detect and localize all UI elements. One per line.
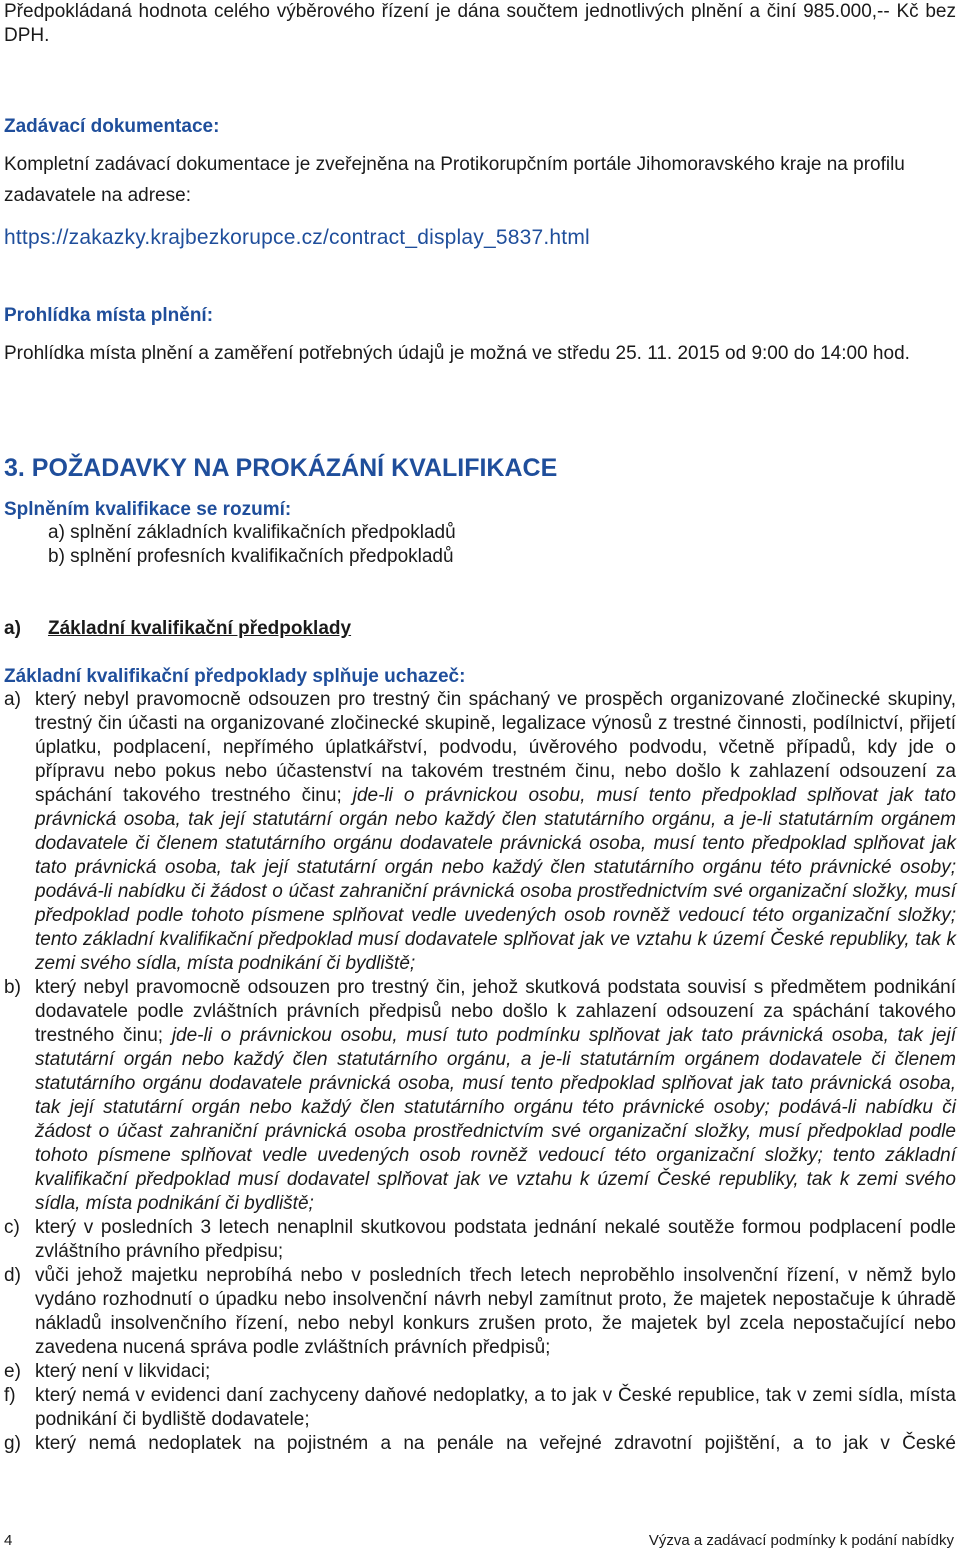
requirement-item (4, 1216, 956, 1264)
item-text: který nebyl pravomocně odsouzen pro trestný čin, jehož skutková podstata souvisí s předmětem podnikání dodavatele podle zvláštních právních předpisů nebo došlo k zahlazení odsouzení za spáchání takového trestného činu; (35, 977, 956, 1046)
section-a-subheading: Základní kvalifikační předpoklady splňuje uchazeč: (4, 666, 466, 687)
docs-heading: Zadávací dokumentace: (4, 116, 220, 137)
item-text: který nemá nedoplatek na pojistném a na penále na veřejné zdravotní pojištění, a to jak v České (35, 1433, 956, 1454)
intro-paragraph: Předpokládaná hodnota celého výběrového řízení je dána součtem jednotlivých plnění a činí 985.000,-- Kč bez DPH. (4, 1, 956, 46)
footer-title: Výzva a zadávací podmínky k podání nabídky (648, 1532, 954, 1549)
item-marker: b) (4, 977, 21, 998)
requirement-item (4, 1384, 956, 1432)
requirement-item (4, 1264, 956, 1360)
item-marker: c) (4, 1217, 20, 1238)
item-text: který nebyl pravomocně odsouzen pro trestný čin spáchaný ve prospěch organizované zločinecké skupiny, trestný čin účasti na organizované zločinecké skupině, legalizace výnosů z trestné činnosti, podílnictví, přijetí úplatku, podplacení, nepřímého úplatkářství, podvodu, úvěrového podvodu, včetně případů, kdy jde o přípravu nebo pokus nebo účastenství na takovém trestném činu, nebo došlo k zahlazení odsouzení za spáchání takového trestného činu; (35, 689, 956, 806)
item-text: který nemá v evidenci daní zachyceny daňové nedoplatky, a to jak v České republice, tak v zemi sídla, místa podnikání či bydliště dodavatele; (35, 1385, 956, 1430)
docs-paragraph: Kompletní zadávací dokumentace je zveřejněna na Protikorupčním portále Jihomoravského kraje na profilu zadavatele na adrese: (4, 154, 905, 206)
item-italic-text: jde-li o právnickou osobu, musí tento předpoklad splňovat jak tato právnická osoba, tak její statutární orgán nebo každý člen statutárního orgánu, a je-li statutárním orgánem dodavatele či členem statutárního orgánu dodavatele právnická osoba, musí tento předpoklad splňovat jak tato právnická osoba, tak její statutární orgán nebo každý člen statutárního orgánu této právnické osoby; podává-li nabídku či žádost o účast zahraniční právnická osoba prostřednictvím své organizační složky, musí předpoklad podle tohoto písmene splňovat vedle uvedených osob rovněž vedoucí této organizační složky; tento základní kvalifikační předpoklad musí dodavatele splňovat jak ve vztahu k území České republiky, tak k zemi svého sídla, místa podnikání či bydliště; (35, 785, 956, 974)
item-text: který v posledních 3 letech nenaplnil skutkovou podstata jednání nekalé soutěže formou podplacení podle zvláštního právního předpisu; (35, 1217, 956, 1262)
item-marker: a) (4, 689, 21, 710)
item-marker: e) (4, 1361, 21, 1382)
section-3-title: 3. POŽADAVKY NA PROKÁZÁNÍ KVALIFIKACE (4, 454, 558, 482)
qualification-list-item: a) splnění základních kvalifikačních předpokladů (48, 522, 456, 543)
item-marker: f) (4, 1385, 16, 1406)
item-marker: d) (4, 1265, 21, 1286)
inspection-heading: Prohlídka místa plnění: (4, 305, 214, 326)
inspection-paragraph: Prohlídka místa plnění a zaměření potřebných údajů je možná ve středu 25. 11. 2015 od 9:00 do 14:00 hod. (4, 343, 910, 364)
requirement-item (4, 976, 956, 1216)
section-a-label: a) (4, 618, 21, 639)
qualification-list-item: b) splnění profesních kvalifikačních předpokladů (48, 546, 454, 567)
item-text: vůči jehož majetku neprobíhá nebo v posledních třech letech neproběhlo insolvenční řízení, v němž bylo vydáno rozhodnutí o úpadku nebo insolvenční návrh nebyl zamítnut proto, že majetek nepostačuje k úhradě nákladů insolvenčního řízení, nebo nebyl konkurs zrušen proto, že majetek byl zcela nepostačující nebo zavedena nucená správa podle zvláštních právních předpisů; (35, 1265, 956, 1358)
requirement-item (4, 1432, 956, 1456)
requirement-item (4, 1360, 956, 1384)
requirement-item (4, 688, 956, 976)
qualification-list (48, 521, 456, 569)
section-3-subheading: Splněním kvalifikace se rozumí: (4, 499, 292, 520)
docs-link[interactable]: https://zakazky.krajbezkorupce.cz/contract_display_5837.html (4, 226, 590, 249)
section-a-title: Základní kvalifikační předpoklady (48, 618, 352, 639)
requirements-list (4, 688, 956, 1456)
item-text: který není v likvidaci; (35, 1361, 211, 1382)
item-italic-text: jde-li o právnickou osobu, musí tuto podmínku splňovat jak tato právnická osoba, tak její statutární orgán nebo každý člen statutárního orgánu, a je-li statutárním orgánem dodavatele či členem statutárního orgánu dodavatele právnická osoba, musí tento předpoklad splňovat jak tato právnická osoba, tak její statutární orgán nebo každý člen statutárního orgánu této právnické osoby; podává-li nabídku či žádost o účast zahraniční právnická osoba prostřednictvím své organizační složky, musí předpoklad podle tohoto písmene splňovat vedle uvedených osob rovněž vedoucí této organizační složky; tento základní kvalifikační předpoklad musí dodavatel splňovat jak ve vztahu k území České republiky, tak k zemi svého sídla, místa podnikání či bydliště; (35, 1025, 956, 1214)
page-number: 4 (4, 1532, 13, 1549)
section-a-heading (4, 617, 351, 641)
item-marker: g) (4, 1433, 21, 1454)
